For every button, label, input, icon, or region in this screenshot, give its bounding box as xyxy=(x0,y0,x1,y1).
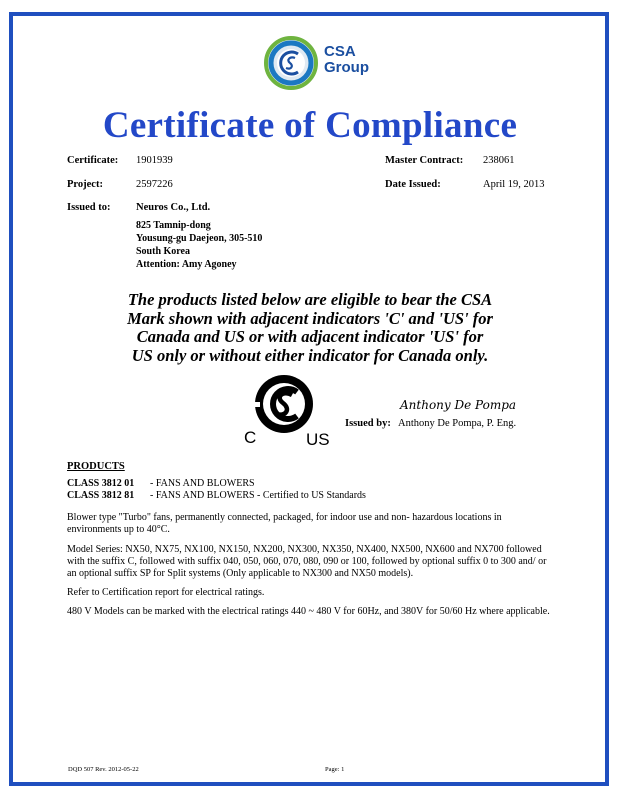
model-series: Model Series: NX50, NX75, NX100, NX150, NX200, NX300, NX350, NX400, NX500, NX600 and NX700 followed with the suffix C, followed with suffix 040, 050, 060, 070, 080, 090 or 100, followed by optional suffix 0 to 300 and/ or an optional suffix SP for Split systems (Only applicable to NX300 and NX50 models). xyxy=(67,544,547,579)
eligibility-line: The products listed below are eligible to bear the CSA xyxy=(127,290,493,309)
certificate-label: Certificate: xyxy=(67,155,119,166)
address-line: 825 Tamnip-dong xyxy=(136,220,211,231)
eligibility-line: US only or without either indicator for Canada only. xyxy=(131,345,489,365)
products-heading: PRODUCTS xyxy=(67,461,125,472)
project-label: Project: xyxy=(67,179,103,190)
master-contract-value: 238061 xyxy=(483,155,515,166)
issued-by-label: Issued by: xyxy=(345,418,391,429)
address-line: South Korea xyxy=(136,246,190,257)
form-revision: DQD 507 Rev. 2012-05-22 xyxy=(68,766,139,773)
address-line: Attention: Amy Agoney xyxy=(136,259,237,270)
date-issued-label: Date Issued: xyxy=(385,179,441,190)
class-code: CLASS 3812 81 xyxy=(67,490,135,501)
csa-logo-icon xyxy=(262,34,320,92)
address-line: Yousung-gu Daejeon, 305-510 xyxy=(136,233,263,244)
page-number: Page: 1 xyxy=(325,766,345,773)
eligibility-statement xyxy=(80,291,540,365)
mark-indicator-us: US xyxy=(306,430,330,449)
issued-to-name: Neuros Co., Ltd. xyxy=(136,202,211,213)
class-description: - FANS AND BLOWERS - Certified to US Standards xyxy=(150,490,366,501)
csa-group-logo xyxy=(262,34,372,92)
issued-to-address xyxy=(136,219,262,271)
master-contract-label: Master Contract: xyxy=(385,155,464,166)
registered-mark: ® xyxy=(306,400,312,409)
signature: Anthony De Pompa xyxy=(400,398,517,412)
logo-brand-group: Group xyxy=(324,59,369,76)
page-title: Certificate of Compliance xyxy=(102,105,518,146)
mark-indicator-c: C xyxy=(244,428,257,447)
issued-to-label: Issued to: xyxy=(67,202,111,213)
logo-brand-csa: CSA xyxy=(324,43,356,60)
class-code: CLASS 3812 01 xyxy=(67,478,135,489)
certificate-value: 1901939 xyxy=(136,155,173,166)
issued-by-value: Anthony De Pompa, P. Eng. xyxy=(398,418,517,429)
project-value: 2597226 xyxy=(136,179,173,190)
ratings-reference: Refer to Certification report for electrical ratings. xyxy=(67,587,265,598)
csa-certification-mark xyxy=(240,372,332,450)
product-description: Blower type "Turbo" fans, permanently connected, packaged, for indoor use and non- hazardous locations in environments up to 40°C. xyxy=(67,512,502,535)
date-issued-value: April 19, 2013 xyxy=(483,179,545,190)
eligibility-line: Mark shown with adjacent indicators 'C' and 'US' for xyxy=(127,308,493,328)
electrical-ratings: 480 V Models can be marked with the electrical ratings 440 ~ 480 V for 60Hz, and 380V for 50/60 Hz where applicable. xyxy=(67,606,550,617)
eligibility-line: Canada and US or with adjacent indicator 'US' for xyxy=(136,327,484,346)
class-description: - FANS AND BLOWERS xyxy=(150,478,255,489)
